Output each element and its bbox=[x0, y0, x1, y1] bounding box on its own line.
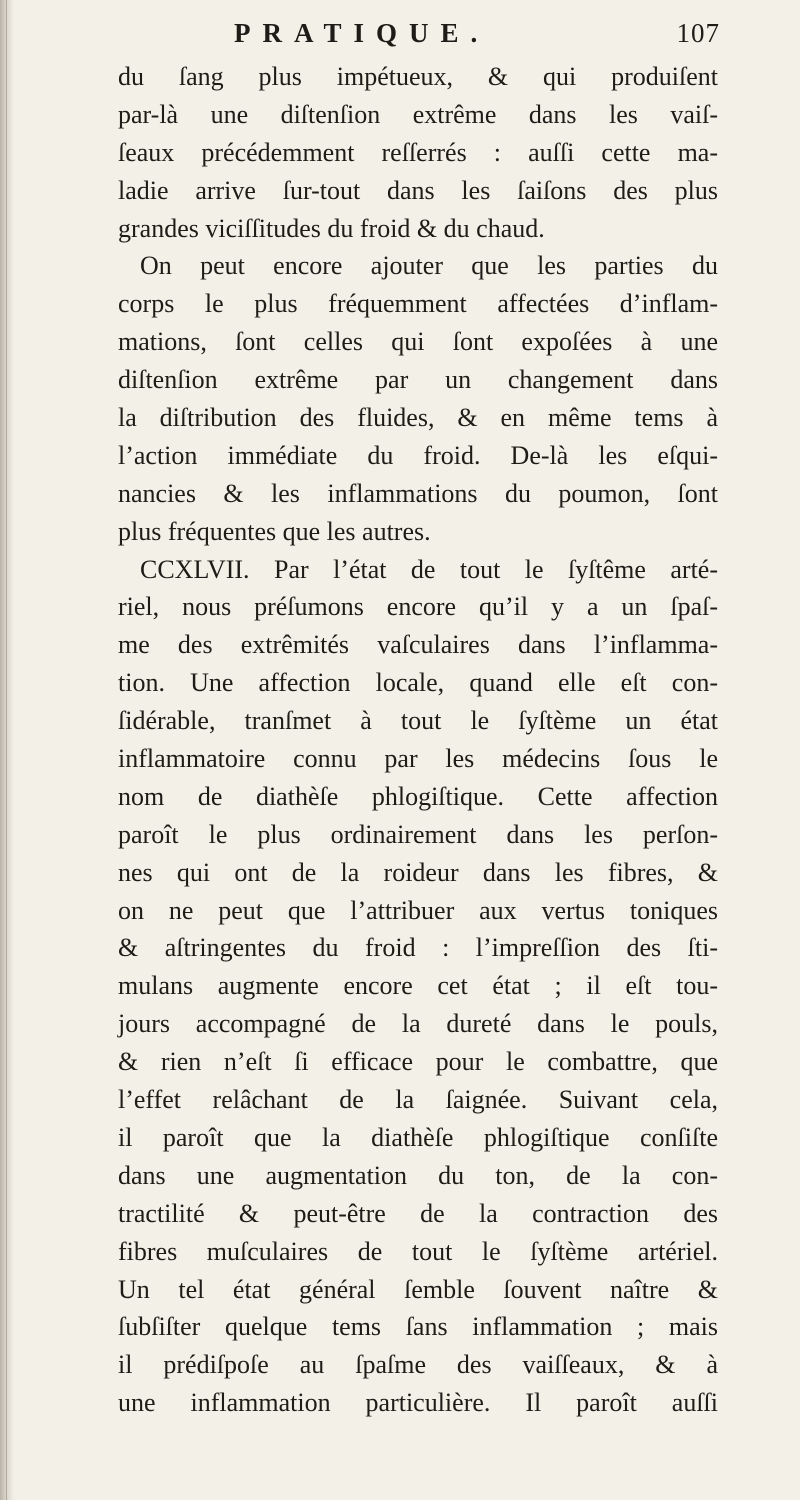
text-line: jours accompagné de la dureté dans le pouls, bbox=[118, 1009, 718, 1039]
text-line: riel, nous préſumons encore qu’il y a un ſpaſ- bbox=[118, 592, 718, 622]
text-line: il prédiſpoſe au ſpaſme des vaiſſeaux, & à bbox=[118, 1350, 718, 1380]
text-line: il paroît que la diathèſe phlogiſtique conſiſte bbox=[118, 1122, 718, 1152]
text-line: l’effet relâchant de la ſaignée. Suivant cela, bbox=[118, 1085, 718, 1115]
running-title: PRATIQUE. bbox=[234, 18, 490, 48]
text-line: grandes viciſſitudes du froid & du chaud. bbox=[118, 213, 545, 243]
text-line: ſubſiſter quelque tems ſans inflammation ; mais bbox=[118, 1312, 718, 1342]
body-text bbox=[118, 58, 718, 1422]
binding-gutter bbox=[0, 0, 14, 1500]
text-line: nancies & les inflammations du poumon, ſont bbox=[118, 478, 718, 508]
text-line: plus fréquentes que les autres. bbox=[118, 516, 431, 546]
text-line: mulans augmente encore cet état ; il eſt tou- bbox=[118, 971, 718, 1001]
text-line: paroît le plus ordinairement dans les perſon- bbox=[118, 819, 718, 849]
text-line: inflammatoire connu par les médecins ſous le bbox=[118, 744, 718, 774]
section-heading-line: CCXLVII. Par l’état de tout le ſyſtême arté- bbox=[140, 554, 718, 584]
running-head bbox=[118, 16, 718, 56]
binding-edge-line bbox=[6, 0, 7, 1500]
text-line: nes qui ont de la roideur dans les fibres, & bbox=[118, 857, 718, 887]
text-line: l’action immédiate du froid. De-là les eſqui- bbox=[118, 440, 718, 470]
text-line: du ſang plus impétueux, & qui produiſent bbox=[118, 62, 718, 91]
text-line: Un tel état général ſemble ſouvent naître & bbox=[118, 1274, 718, 1304]
text-line: par-là une diſtenſion extrême dans les vaiſ- bbox=[118, 99, 718, 129]
text-line: & rien n’eſt ſi efficace pour le combattre, que bbox=[118, 1047, 718, 1077]
text-line: corps le plus fréquemment affectées d’inflam- bbox=[118, 289, 718, 319]
text-line: diſtenſion extrême par un changement dans bbox=[118, 365, 718, 395]
text-line: nom de diathèſe phlogiſtique. Cette affection bbox=[118, 781, 718, 811]
text-line: mations, ſont celles qui ſont expoſées à une bbox=[118, 327, 718, 357]
text-line: fibres muſculaires de tout le ſyſtème artériel. bbox=[118, 1236, 718, 1266]
text-line: tractilité & peut-être de la contraction des bbox=[118, 1198, 718, 1228]
text-line: ſidérable, tranſmet à tout le ſyſtème un état bbox=[118, 706, 718, 736]
text-line: la diſtribution des fluides, & en même tems à bbox=[118, 403, 718, 433]
text-line: ladie arrive ſur-tout dans les ſaiſons des plus bbox=[118, 175, 718, 205]
text-line: tion. Une affection locale, quand elle eſt con- bbox=[118, 668, 718, 698]
text-line: on ne peut que l’attribuer aux vertus toniques bbox=[118, 895, 718, 925]
text-line: me des extrêmités vaſculaires dans l’inflamma- bbox=[118, 630, 718, 660]
text-line: & aſtringentes du froid : l’impreſſion des ſti- bbox=[118, 933, 718, 963]
text-line: On peut encore ajouter que les parties du bbox=[140, 251, 718, 281]
text-line: une inflammation particulière. Il paroît auſſi bbox=[118, 1388, 718, 1418]
book-page bbox=[118, 16, 718, 1422]
text-line: ſeaux précédemment reſſerrés : auſſi cette ma- bbox=[118, 137, 718, 167]
text-line: dans une augmentation du ton, de la con- bbox=[118, 1160, 718, 1190]
page-number: 107 bbox=[676, 18, 720, 48]
